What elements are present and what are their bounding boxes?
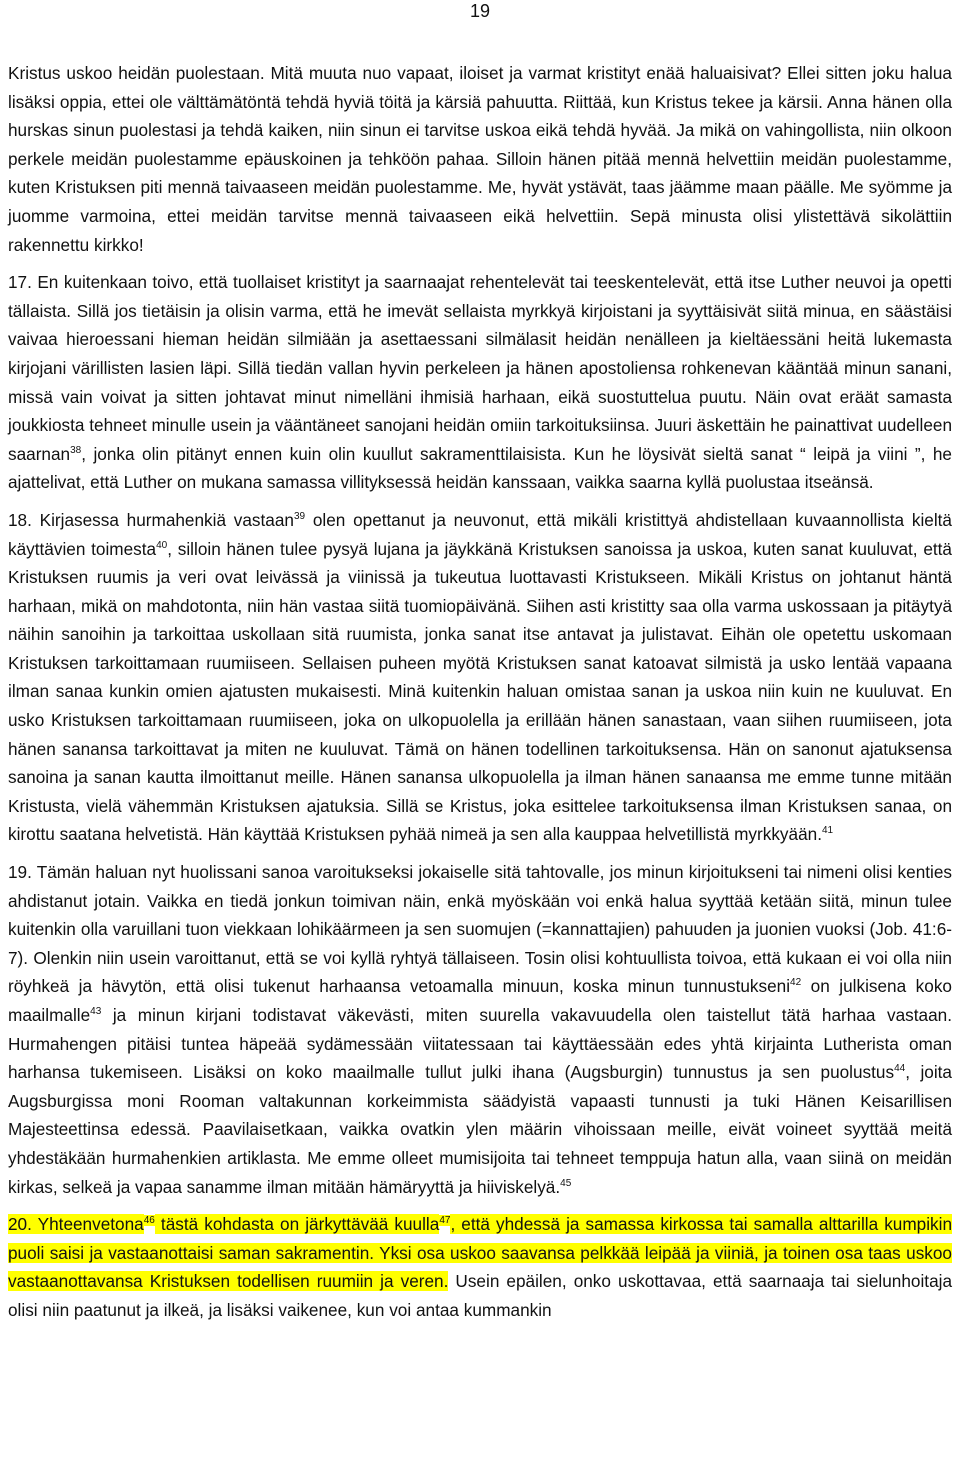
footnote-ref[interactable]: 38 [70, 444, 82, 456]
paragraph-text: , joita Augsburgissa moni Rooman valtakunnan korkeimmista säädyistä vapaasti tunnusti ja tuki Hänen Keisarillisen Majesteettinsa edessä. Paavilaisetkaan, vaikka ovatkin ylen määrin vihoissaan meille, eivät voineet syyttää meitä yhdestäkään hurmahenkien artiklasta. Me emme olleet mumisijoita tai tehneet temppuja hatun alla, vaan siinä on meidän kirkas, selkeä ja vapaa sanamme ilman mitään hämäryyttä ja hiiviskelyä. [8, 1062, 952, 1197]
footnote-ref[interactable]: 39 [293, 510, 306, 522]
paragraph-text: , silloin hänen tulee pysyä lujana ja jäykkänä Kristuksen sanoissa ja uskoa, kuten sanat kuuluvat, että Kristuksen ruumis ja veri ovat leivässä ja viinissä ja tukeutua luottavasti Kristukseen. Mikäli Kristus on johtanut häntä harhaan, mikä on mahdotonta, niin hän vastaa siitä tuomiopäivänä. Siihen asti kristitty saa olla varma uskossaan ja pitäytyä näihin sanoihin ja tarkoittaa uskollaan sitä ruumista, jonka sanat itse antavat ja julistavat. Eihän ole opetettu uskomaan Kristuksen tarkoittamaan ruumiiseen. Sellaisen puheen myötä Kristuksen sanat katoavat silmistä ja usko lentää vapaana ilman sanaa kunkin omien ajatusten mukaisesti. Minä kuitenkin haluan omistaa sanan ja uskoa niin kuin ne kuuluvat. En usko Kristuksen tarkoittamaan ruumiiseen, joka on ulkopuolella ja erillään hänen sanastaan, vaan siihen ruumiiseen, jota hänen sanansa tarkoittavat ja miten ne kuuluvat. Tämä on hänen todellinen tarkoituksensa. Hän on sanonut ajatuksensa sanoina ja sanan kautta ilmoittanut meille. Hänen sanansa ulkopuolella ja ilman hänen sanaansa me emme tunne mitään Kristusta, vielä vähemmän Kristuksen ajatuksia. Sillä se Kristus, joka esittelee tarkoituksensa ilman Kristuksen sanaa, on kirottu saatana helvetistä. Hän käyttää Kristuksen pyhää nimeä ja sen alla kauppaa helvetillistä myrkkyään. [8, 538, 952, 845]
footnote-ref[interactable]: 46 [143, 1215, 155, 1227]
footnote-ref[interactable]: 44 [894, 1063, 906, 1075]
paragraph-text: Usein epäilen, onko uskottavaa, että saarnaaja tai sielunhoitaja olisi niin paatunut ja ilkeä, ja lisäksi vaikenee, kun voi antaa kummankin [8, 1271, 953, 1320]
highlighted-text: 20. Yhteenvetona [8, 1214, 144, 1235]
paragraph-intro [8, 59, 952, 259]
highlighted-text: tästä kohdasta on järkyttävää kuulla [154, 1214, 440, 1235]
paragraph-text: ja minun kirjani todistavat väkevästi, miten suurella vakavuudella olen taistellut tätä harhaa vastaan. Hurmahengen pitäisi tuntea häpeää sydämessään viitatessaan tai käyttäessään edes yhtä kirjainta Lutherista oman harhansa tukemiseen. Lisäksi on koko maailmalle tullut julki ihana (Augsburgin) tunnustus ja sen puolustus [8, 1005, 952, 1083]
paragraph-18 [8, 506, 952, 849]
paragraph-text: on julkisena koko maailmalle [8, 976, 952, 1025]
paragraph-20 [8, 1210, 952, 1324]
paragraph-17 [8, 268, 952, 497]
footnote-ref[interactable]: 42 [790, 977, 802, 989]
paragraph-text: olen opettanut ja neuvonut, että mikäli kristittyä ahdistellaan kuvaannollista kieltä käyttävien toimesta [8, 509, 952, 559]
paragraph-text: 17. En kuitenkaan toivo, että tuollaiset kristityt ja saarnaajat rehentelevät tai teeskentelevät, että itse Luther neuvoi ja opetti tällaista. Sillä jos tietäisin ja olisin varma, että he imevät sellaista myrkkyä kirjoistani ja syyttäisivät siitä minua, en säästäisi vaivaa hieroessani hieman heidän silmiään ja asettaessani silmälasit heidän nenälleen ja kieltäessäni heitä lukemasta kirjojani värillisten lasien läpi. Sillä tiedän vallan hyvin perkeleen ja hänen apostoliensa rohkenevan kääntää minun sanani, missä vain voivat ja sitten johtavat minut nimelläni ihmisiä harhaan, eikä suostuttelua puutu. Näin ovat eräät samasta joukkiosta tehneet minulle usein ja vääntäneet sanojani heidän omiin tarkoituksiinsa. Juuri äskettäin he painattivat uudelleen saarnan [8, 272, 952, 464]
highlighted-text: , että yhdessä ja samassa kirkossa tai samalla alttarilla kumpikin puoli saisi ja vastaanottaisi saman sakramentin. Yksi osa uskoo saavansa pelkkää leipää ja viiniä, ja toinen osa taas uskoo vastaanottavansa Kristuksen todellisen ruumiin ja veren. [8, 1214, 953, 1292]
body-text [8, 59, 952, 1334]
paragraph-text: Kristus uskoo heidän puolestaan. Mitä muuta nuo vapaat, iloiset ja varmat kristityt enää haluaisivat? Ellei sitten joku halua lisäksi oppia, ettei ole välttämätöntä tehdä hyviä töitä ja kärsiä pahuutta. Riittää, kun Kristus tekee ja kärsii. Anna hänen olla hurskas sinun puolestasi ja tehdä kaiken, niin sinun ei tarvitse uskoa eikä tehdä hyvää. Ja mikä on vahingollista, niin olkoon perkele meidän puolestamme epäuskoinen ja tehköön pahaa. Silloin hänen pitää mennä helvettiin meidän puolestamme, kuten Kristuksen piti mennä taivaaseen meidän puolestamme. Me, hyvät ystävät, taas jäämme maan päälle. Me syömme ja juomme varmoina, ettei meidän tarvitse mennä taivaaseen eikä helvettiin. Sepä minusta olisi ylistettävä sikolättiin rakennettu kirkko! [8, 63, 952, 255]
footnote-ref[interactable]: 40 [156, 539, 168, 551]
footnote-ref[interactable]: 45 [560, 1177, 572, 1189]
paragraph-text: 18. Kirjasessa hurmahenkiä vastaan [8, 509, 294, 530]
paragraph-19 [8, 858, 952, 1201]
paragraph-text: 19. Tämän haluan nyt huolissani sanoa varoitukseksi jokaiselle sitä tahtovalle, jos minun kirjoitukseni tai nimeni olisi kenties ahdistanut jotain. Vaikka en tiedä jonkun toimivan näin, enkä myöskään voi enkä halua syyttää ketään siitä, minun tulee kuitenkin olla varuillani tuon viekkaan lohikäärmeen ja sen suomujen (=kannattajien) pahuuden ja juonien vuoksi (Job. 41:6-7). Olenkin niin usein varoittanut, että se voi kyllä ryhtyä tällaiseen. Tosin olisi kohtuullista toivoa, että kukaan ei voi olla niin röyhkeä ja hävytön, että olisi tukenut harhaansa vetoamalla minuun, koska minun tunnustukseni [8, 862, 952, 997]
footnote-ref[interactable]: 47 [439, 1215, 451, 1227]
footnote-ref[interactable]: 43 [90, 1006, 102, 1017]
page-number: 19 [469, 1, 491, 21]
footnote-ref[interactable]: 41 [821, 825, 834, 837]
paragraph-text: , jonka olin pitänyt ennen kuin olin kuullut sakramenttilaisista. Kun he löysivät sieltä sanat “ leipä ja viini ”, he ajattelivat, että Luther on mukana samassa villityksessä heidän kanssaan, vaikka saarna kyllä puolustaa itseänsä. [8, 443, 952, 493]
